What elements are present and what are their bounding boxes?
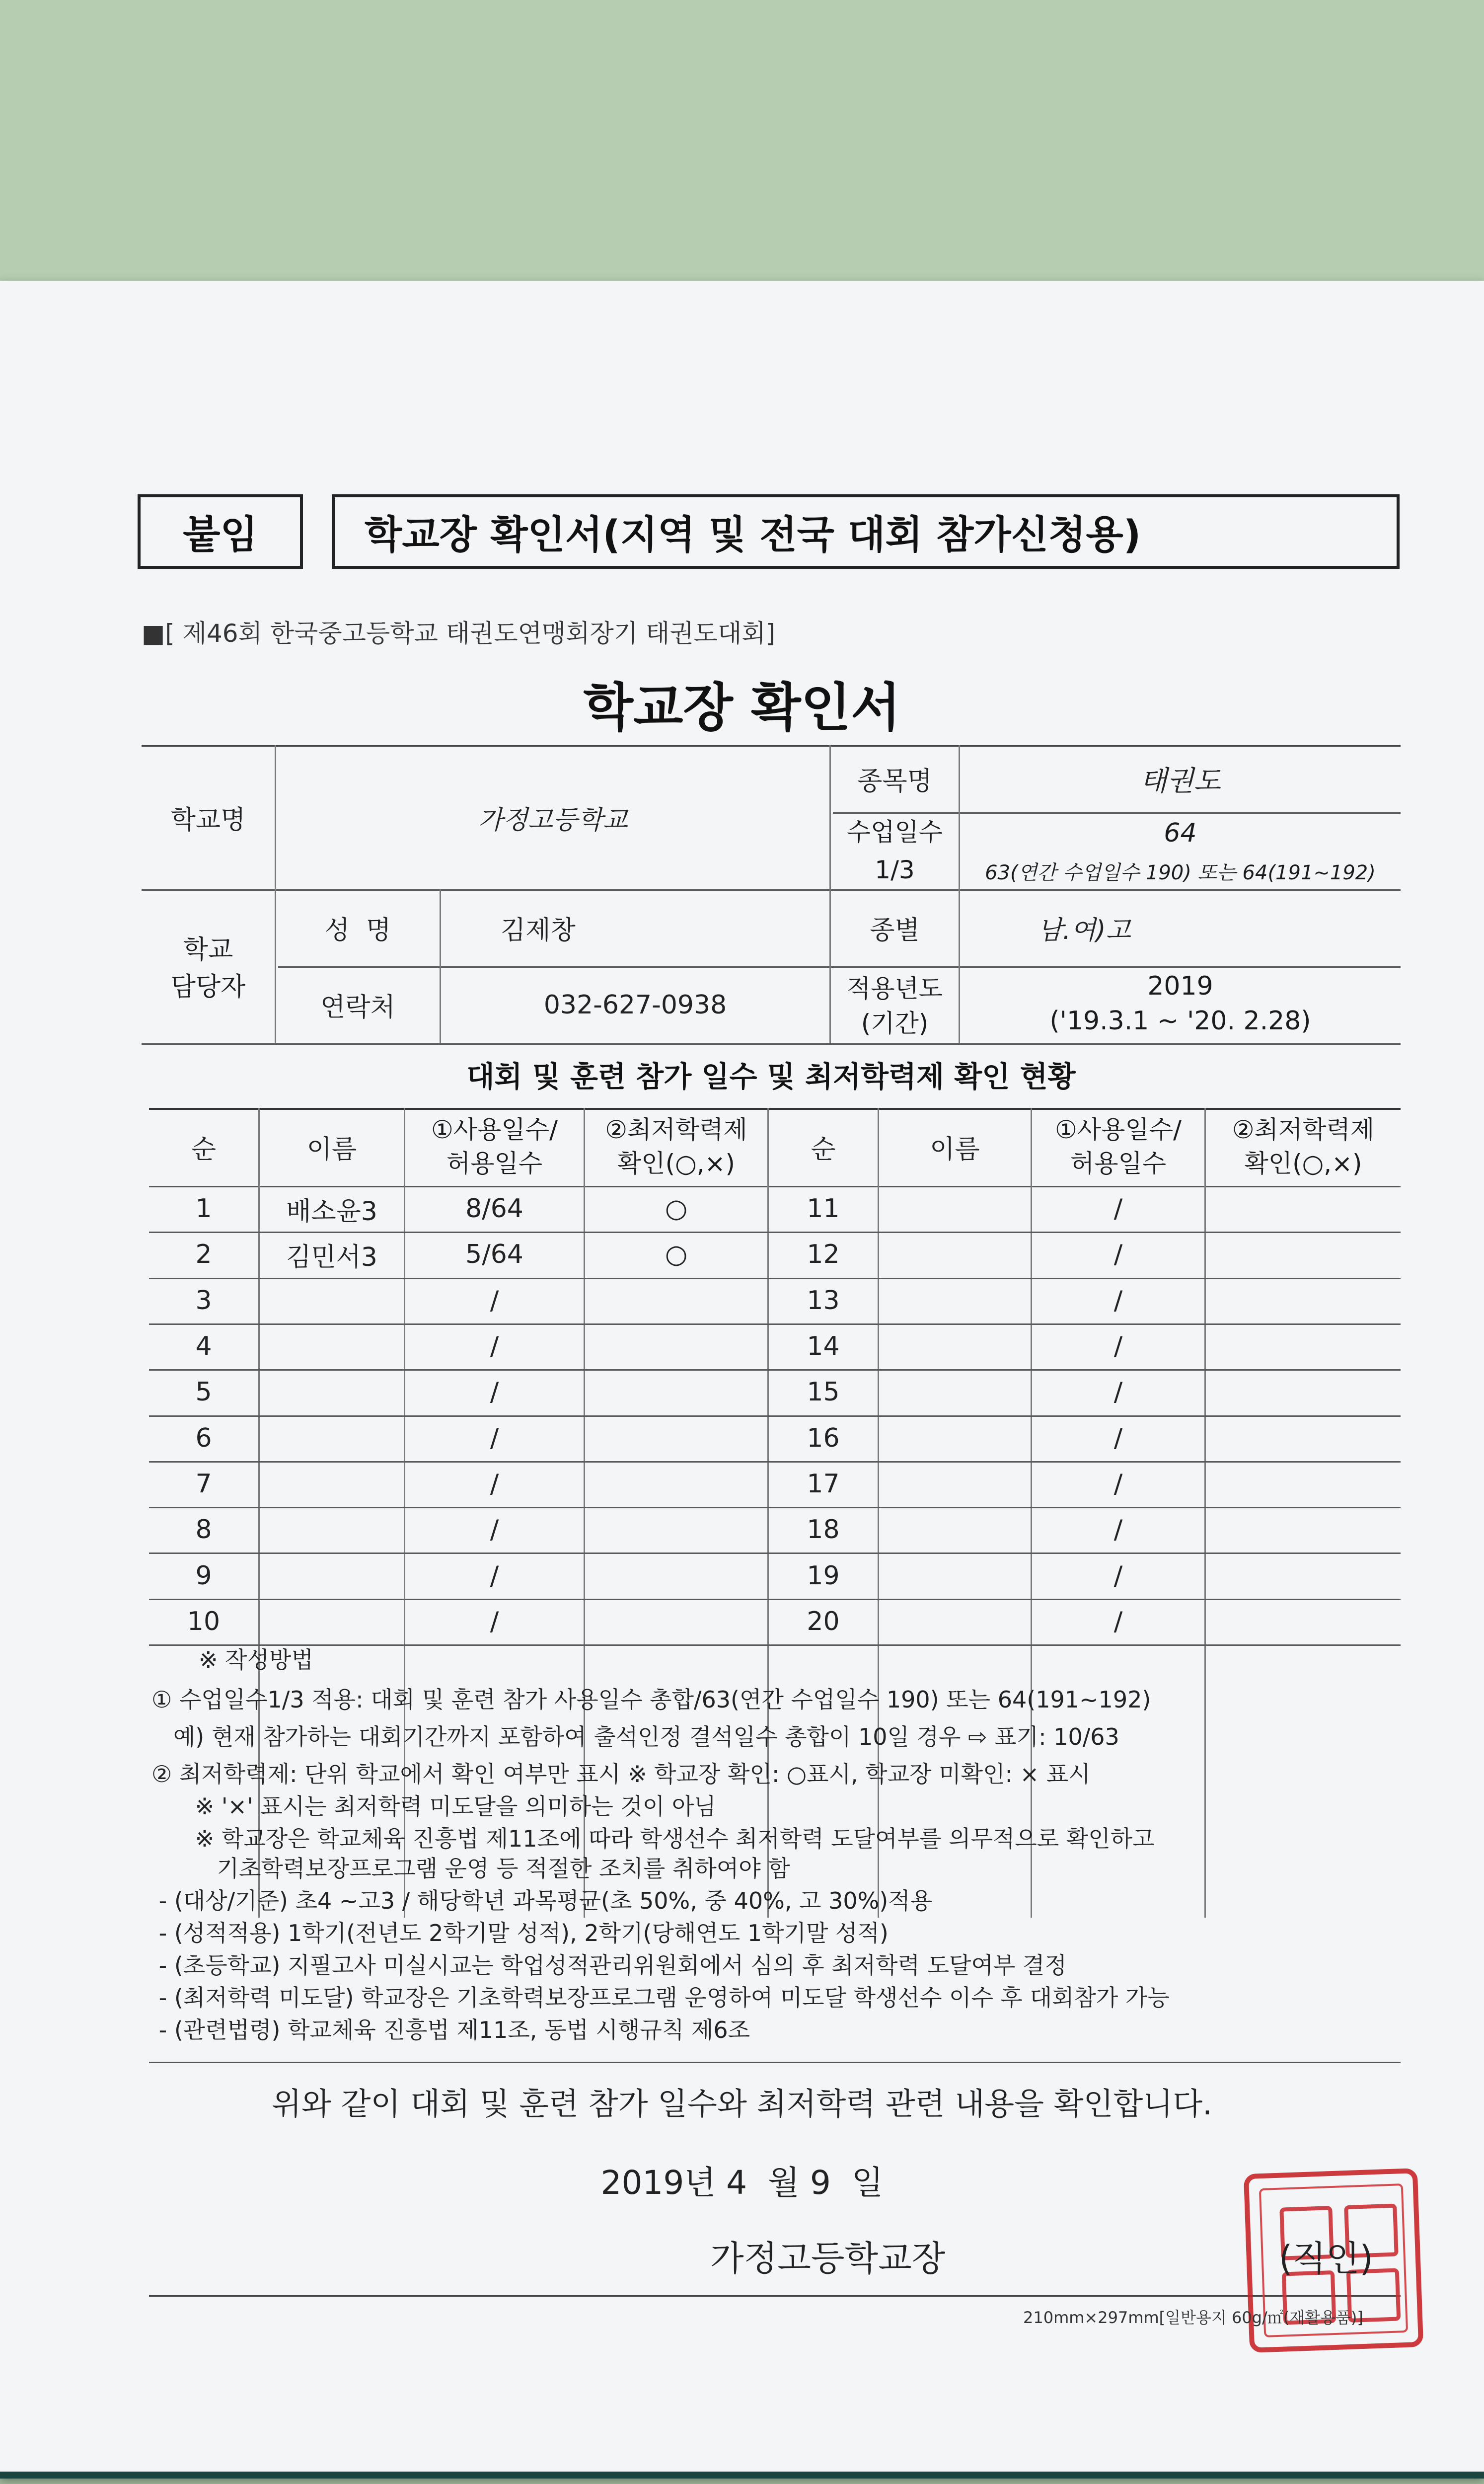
row-days: / [1113, 1240, 1123, 1270]
row-no: 10 [187, 1606, 221, 1636]
header-no-right: 순 [811, 1135, 836, 1164]
row-name [260, 1415, 404, 1461]
header-days-right-line1: ①사용일수/ [1055, 1115, 1182, 1144]
row-days: / [490, 1515, 499, 1545]
header-days-left-line2: 허용일수 [446, 1149, 543, 1178]
seal-label: (직인) [1279, 2238, 1373, 2279]
row-no: 9 [195, 1560, 212, 1591]
row-days: / [490, 1377, 499, 1407]
row-name [879, 1415, 1031, 1461]
year-value: 2019 [1147, 971, 1213, 1001]
manager-label-line1: 학교 [183, 935, 233, 965]
row-check [585, 1552, 767, 1598]
row-no: 11 [807, 1194, 840, 1224]
row-no: 2 [195, 1240, 212, 1270]
row-check [1206, 1186, 1401, 1232]
notes-divider [149, 2062, 1401, 2063]
row-days: 5/64 [465, 1240, 523, 1270]
header-days-left [405, 1113, 584, 1180]
event-line: ■[ 제46회 한국중고등학교 태권도연맹회장기 태권도대회] [142, 619, 776, 648]
row-check [1206, 1461, 1401, 1507]
row-no: 18 [807, 1515, 840, 1545]
note-line: 예) 현재 참가하는 대회기간까지 포함하여 출석인정 결석일수 총합이 10일 경우 ⇨ 표기: 10/63 [151, 1723, 1119, 1750]
note-line: ※ '×' 표시는 최저학력 미도달을 의미하는 것이 아님 [151, 1793, 716, 1820]
row-check [1206, 1278, 1401, 1323]
name-label: 성 명 [324, 916, 391, 945]
header-grade-right-line2: 확인(○,×) [1244, 1149, 1362, 1178]
note-line: - (관련법령) 학교체육 진흥법 제11조, 동법 시행규칙 제6조 [151, 2017, 750, 2043]
note-line: - (성적적용) 1학기(전년도 2학기말 성적), 2학기(당해연도 1학기말 성적) [151, 1920, 889, 1946]
form-title-box [332, 494, 1400, 569]
gender-label: 종별 [870, 916, 920, 945]
row-days: 8/64 [465, 1194, 523, 1224]
principal-text: 가정고등학교장 [710, 2238, 946, 2279]
row-days: / [490, 1606, 499, 1636]
row-name [879, 1599, 1031, 1644]
row-no: 13 [807, 1285, 840, 1316]
header-name-right: 이름 [930, 1135, 980, 1164]
event-value: 태권도 [1140, 765, 1221, 797]
row-name [879, 1186, 1031, 1232]
row-check [585, 1415, 767, 1461]
row-no: 17 [807, 1469, 840, 1499]
row-name: 배소윤3 [286, 1196, 377, 1227]
row-check [1206, 1323, 1401, 1369]
row-days: / [490, 1560, 499, 1591]
document-page [0, 281, 1484, 2479]
row-check [1206, 1552, 1401, 1598]
name-value: 김제창 [501, 916, 576, 945]
row-no: 14 [807, 1331, 840, 1362]
form-title: 학교장 확인서(지역 및 전국 대회 참가신청용) [365, 513, 1141, 557]
row-no: 15 [807, 1377, 840, 1407]
event-label: 종목명 [857, 767, 932, 796]
note-line: - (초등학교) 지필고사 미실시교는 학업성적관리위원회에서 심의 후 최저학력 도달여부 결정 [151, 1952, 1067, 1979]
row-days: / [490, 1285, 499, 1316]
year-label [831, 971, 959, 1041]
header-days-right [1032, 1113, 1204, 1180]
row-no: 5 [195, 1377, 212, 1407]
attachment-label: 붙임 [183, 513, 258, 557]
row-name [260, 1507, 404, 1552]
row-check [1206, 1507, 1401, 1552]
footer-spec: 210mm×297mm[일반용지 60g/㎡(재활용품)] [1023, 2308, 1363, 2327]
row-no: 6 [195, 1423, 212, 1453]
year-label-line1: 적용년도 [846, 974, 943, 1003]
school-label: 학교명 [170, 805, 246, 835]
row-no: 19 [807, 1560, 840, 1591]
row-days: / [1113, 1331, 1123, 1362]
row-days: / [1113, 1560, 1123, 1591]
row-check [1206, 1232, 1401, 1277]
row-days: / [1113, 1377, 1123, 1407]
notes-heading: ※ 작성방법 [199, 1646, 313, 1673]
row-name [879, 1552, 1031, 1598]
row-no: 12 [807, 1240, 840, 1270]
row-days: / [490, 1469, 499, 1499]
row-check [585, 1599, 767, 1644]
contact-label: 연락처 [320, 993, 395, 1022]
row-no: 20 [807, 1606, 840, 1636]
note-line: - (최저학력 미도달) 학교장은 기초학력보장프로그램 운영하여 미도달 학생선수 이수 후 대회참가 가능 [151, 1984, 1170, 2011]
row-days: / [1113, 1469, 1123, 1499]
row-check [1206, 1599, 1401, 1644]
manager-label-line2: 담당자 [170, 972, 246, 1002]
note-line: ① 수업일수1/3 적용: 대회 및 훈련 참가 사용일수 총합/63(연간 수업일수 190) 또는 64(191~192) [151, 1686, 1151, 1713]
row-name [260, 1461, 404, 1507]
header-days-left-line1: ①사용일수/ [431, 1115, 558, 1144]
row-name [260, 1323, 404, 1369]
header-no-left: 순 [191, 1135, 217, 1164]
row-check: ○ [665, 1240, 688, 1270]
note-line: 기초학력보장프로그램 운영 등 적절한 조치를 취하여야 함 [151, 1855, 790, 1882]
row-name [260, 1599, 404, 1644]
confirm-text: 위와 같이 대회 및 훈련 참가 일수와 최저학력 관련 내용을 확인합니다. [272, 2086, 1212, 2122]
row-name [879, 1507, 1031, 1552]
row-check [585, 1278, 767, 1323]
year-label-line2: (기간) [861, 1009, 929, 1038]
row-check [585, 1507, 767, 1552]
note-line: ※ 학교장은 학교체육 진흥법 제11조에 따라 학생선수 최저학력 도달여부를 의무적으로 확인하고 [151, 1825, 1155, 1852]
row-divider [149, 1644, 1401, 1646]
row-days: / [490, 1423, 499, 1453]
days-formula: 63(연간 수업일수 190) 또는 64(191~192) [985, 861, 1376, 884]
row-no: 4 [195, 1331, 212, 1362]
school-value: 가정고등학교 [478, 805, 628, 835]
row-name [879, 1369, 1031, 1415]
row-no: 8 [195, 1515, 212, 1545]
row-check: ○ [665, 1194, 688, 1224]
days-label [831, 813, 959, 889]
row-no: 1 [195, 1194, 212, 1224]
days-value: 64 [1164, 818, 1197, 848]
row-name [260, 1369, 404, 1415]
contact-value: 032-627-0938 [543, 990, 727, 1020]
row-name [260, 1278, 404, 1323]
row-name: 김민서3 [286, 1242, 377, 1272]
row-check [585, 1369, 767, 1415]
days-label-line1: 수업일수 [846, 818, 943, 847]
row-check [585, 1323, 767, 1369]
row-days: / [1113, 1606, 1123, 1636]
row-no: 16 [807, 1423, 840, 1453]
row-name [260, 1552, 404, 1598]
header-days-right-line2: 허용일수 [1070, 1149, 1167, 1178]
gender-value: 남.여)고 [1038, 916, 1131, 945]
row-no: 3 [195, 1285, 212, 1316]
row-check [1206, 1369, 1401, 1415]
days-label-line2: 1/3 [875, 855, 915, 884]
row-check [1206, 1415, 1401, 1461]
note-line: - (대상/기준) 초4 ~고3 / 해당학년 과목평균(초 50%, 중 40%, 고 30%)적용 [151, 1887, 933, 1914]
row-no: 7 [195, 1469, 212, 1499]
row-name [879, 1323, 1031, 1369]
row-days: / [1113, 1285, 1123, 1316]
period-value: ('19.3.1 ~ '20. 2.28) [1049, 1006, 1311, 1036]
row-name [879, 1232, 1031, 1277]
row-name [879, 1278, 1031, 1323]
header-grade-left [585, 1113, 767, 1180]
row-days: / [1113, 1515, 1123, 1545]
header-grade-right-line1: ②최저학력제 [1232, 1115, 1375, 1144]
manager-label [142, 932, 275, 1006]
date-text: 2019년 4 월 9 일 [600, 2164, 884, 2202]
note-line: ② 최저학력제: 단위 학교에서 확인 여부만 표시 ※ 학교장 확인: ○표시, 학교장 미확인: × 표시 [151, 1761, 1091, 1787]
row-days: / [490, 1331, 499, 1362]
attachment-label-box [138, 494, 303, 569]
header-grade-right [1206, 1113, 1401, 1180]
header-name-left: 이름 [306, 1135, 357, 1164]
footer-divider [149, 2295, 1401, 2297]
row-check [585, 1461, 767, 1507]
status-title: 대회 및 훈련 참가 일수 및 최저학력제 확인 현황 [466, 1060, 1076, 1093]
header-grade-left-line2: 확인(○,×) [617, 1149, 736, 1178]
doc-title: 학교장 확인서 [583, 677, 901, 738]
row-days: / [1113, 1423, 1123, 1453]
row-name [879, 1461, 1031, 1507]
header-grade-left-line1: ②최저학력제 [605, 1115, 747, 1144]
row-days: / [1113, 1194, 1123, 1224]
